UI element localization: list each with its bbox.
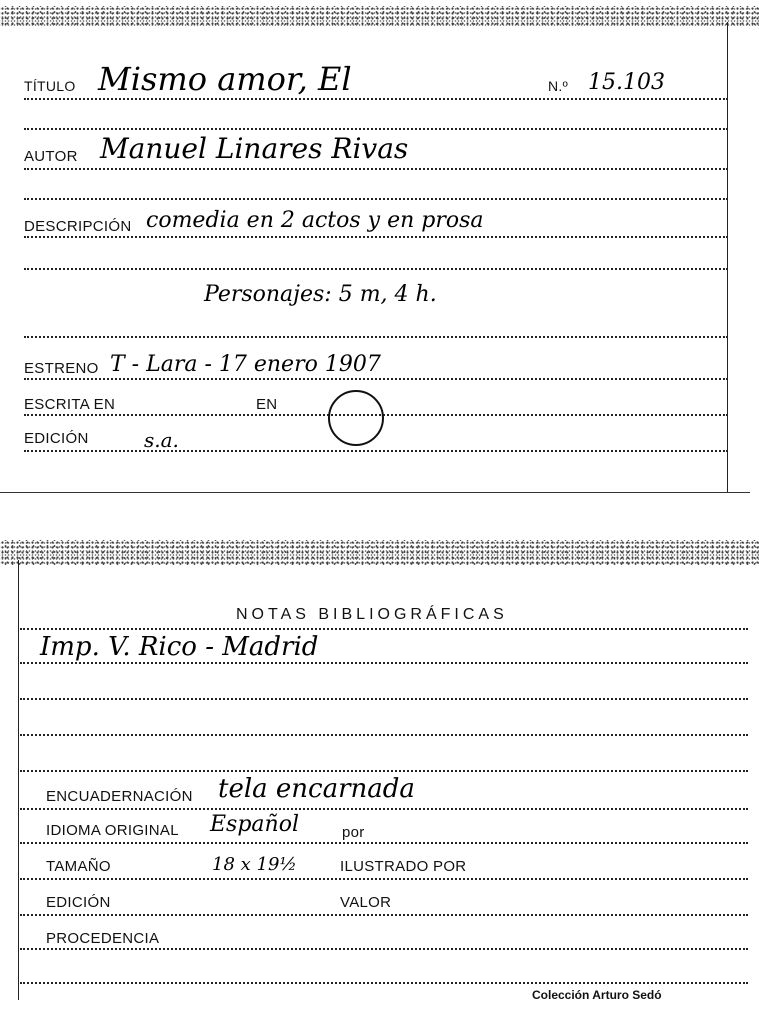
idioma-label: IDIOMA ORIGINAL [46,822,179,839]
catalog-card-bottom [0,540,759,1028]
edicion-line [24,450,728,452]
notes-line [20,770,748,772]
encuadernacion-line [20,808,748,810]
blank-line [24,198,728,200]
catalog-card-top [0,0,759,494]
estreno-value: T - Lara - 17 enero 1907 [110,352,381,377]
card-edge-texture [0,540,759,566]
notes-line [20,628,748,630]
autor-value: Manuel Linares Rivas [100,132,409,165]
estreno-label: ESTRENO [24,360,99,377]
blank-line [24,336,728,338]
notes-imprint: Imp. V. Rico - Madrid [40,632,319,662]
autor-line [24,168,728,170]
notes-line [20,662,748,664]
ilustrado-label: ILUSTRADO POR [340,858,467,875]
descripcion-label: DESCRIPCIÓN [24,218,132,235]
procedencia-label: PROCEDENCIA [46,930,160,947]
personajes-value: Personajes: 5 m, 4 h. [204,282,437,307]
tamano-label: TAMAÑO [46,858,111,875]
escrita-en-label: ESCRITA EN [24,396,116,413]
idioma-value: Español [210,812,299,837]
numero-value: 15.103 [588,70,665,95]
idioma-line [20,842,748,844]
tamano-line [20,878,748,880]
valor-label: VALOR [340,894,392,911]
collection-footer: Colección Arturo Sedó [532,988,662,1002]
card-edge-texture [0,6,759,26]
notes-line [20,734,748,736]
blank-line [24,268,728,270]
card-left-edge [18,560,19,1000]
titulo-line [24,98,728,100]
card-right-edge [727,22,728,492]
stamp-circle [328,390,384,446]
edicion-label: EDICIÓN [24,430,89,447]
blank-line [24,128,728,130]
descripcion-value: comedia en 2 actos y en prosa [146,208,484,233]
estreno-line [24,378,728,380]
autor-label: AUTOR [24,148,78,165]
tamano-value: 18 x 19½ [212,854,297,875]
edicion-line-bottom [20,914,748,916]
encuadernacion-label: ENCUADERNACIÓN [46,788,193,805]
numero-label: N.º [548,78,569,94]
notes-line [20,698,748,700]
edicion-label-bottom: EDICIÓN [46,894,111,911]
titulo-value: Mismo amor, El [98,60,352,98]
titulo-label: TÍTULO [24,78,76,94]
descripcion-line [24,236,728,238]
card-bottom-edge [0,492,750,493]
por-label: por [342,824,365,841]
notas-heading: NOTAS BIBLIOGRÁFICAS [236,606,508,623]
blank-line [20,982,748,984]
encuadernacion-value: tela encarnada [218,774,415,804]
edicion-value: s.a. [144,428,179,452]
procedencia-line [20,948,748,950]
en-label: EN [256,396,278,413]
